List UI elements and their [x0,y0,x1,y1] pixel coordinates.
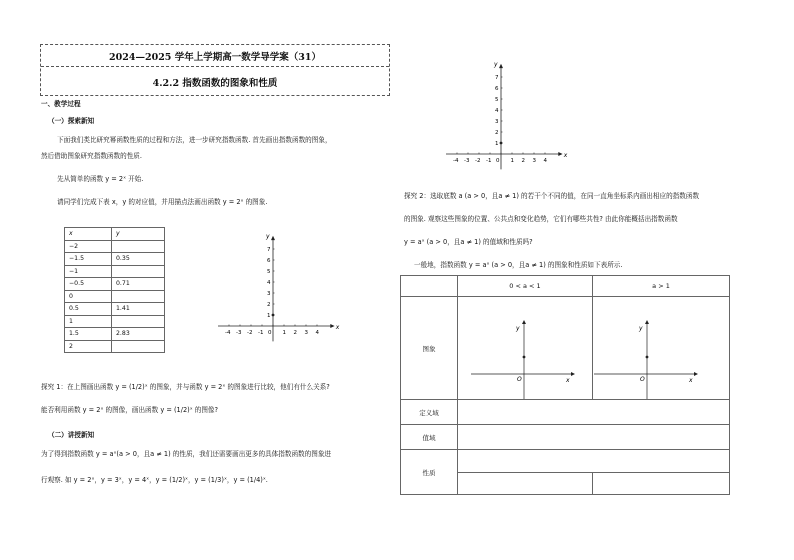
y-axis-arrow [271,236,275,240]
x-tick-label: 1 [282,330,286,336]
x-tick-label: 2 [521,158,525,164]
x-axis-label: x [335,324,340,331]
table-cell [112,265,165,278]
row-label-range: 值域 [401,425,458,450]
subsection-heading: （二）讲授新知 [48,431,95,439]
table-row [65,315,165,328]
x-tick-label: -2 [475,158,481,164]
x-tick-label: 3 [532,158,536,164]
y-axis-label: y [494,60,498,68]
table-row [65,290,165,303]
table-header: y [112,228,165,241]
y-tick-label: 5 [495,97,499,103]
table-cell: 1.41 [112,303,165,316]
x-tick-label: -3 [236,330,242,336]
x-axis-label: x [563,152,568,159]
paragraph: 然后借助图象研究指数函数的性质. [41,152,143,160]
x-tick-label: 3 [304,330,308,336]
paragraph: 行观察. 如 y = 2ˣ，y = 3ˣ，y = 4ˣ，y = (1/2)ˣ，y = (1/3)ˣ，y = (1/4)ˣ. [41,476,268,484]
table-cell: −0.5 [65,278,112,291]
x-axis-arrow [330,324,334,328]
paragraph: 请同学们完成下表 x，y 的对应值，并用描点法画出函数 y = 2ˣ 的图象. [57,198,268,206]
section-heading: 一、教学过程 [41,100,81,108]
table-cell: 1.5 [65,328,112,341]
x-tick-label: 1 [510,158,514,164]
table-row [65,240,165,253]
table-cell: 1 [65,315,112,328]
table-row [65,340,165,353]
y-tick-label: 4 [267,280,271,286]
table-row [65,303,165,316]
table-row [65,328,165,341]
x-tick-label: 4 [543,158,547,164]
explore-1: 探究 1：在上图画出函数 y = (1/2)ˣ 的图象，并与函数 y = 2ˣ 的图象进行比较，他们有什么关系? [41,383,330,391]
table-cell: 2 [65,340,112,353]
paragraph: 为了得到指数函数 y = aˣ(a > 0，且a ≠ 1) 的性质，我们还需要画出更多的具体指数函数的图象进 [41,450,332,458]
table-cell [112,340,165,353]
x-tick-label: -1 [258,330,264,336]
range-cell [458,425,730,450]
table-cell: −1.5 [65,253,112,266]
small-axes-1 [458,297,592,399]
graph-cell-a-lt-1 [458,297,593,400]
table-cell: 2.83 [112,328,165,341]
properties-table [400,275,730,495]
header-box [40,44,390,96]
table-cell: 0.5 [65,303,112,316]
paragraph: 下面我们类比研究幂函数性质的过程和方法，进一步研究指数函数. 首先画出指数函数的图象， [57,136,332,144]
col-header-a-gt-1: a > 1 [593,276,730,297]
table-cell [112,315,165,328]
explore-2: 探究 2：选取底数 a (a > 0，且a ≠ 1) 的若干个不同的值，在同一直角坐标系内画出相应的指数函数 [404,192,700,200]
subsection-heading: （一）探索新知 [48,117,95,125]
x-tick-label: 0 [268,330,272,336]
explore-2-cont: 的图象. 观察这些图象的位置、公共点和变化趋势，它们有哪些共性? 由此你能概括出指数函数 [404,215,678,223]
table-cell [112,240,165,253]
table-cell: −2 [65,240,112,253]
point-0-1 [523,356,526,359]
table-cell: 0 [65,290,112,303]
y-tick-label: 1 [495,141,499,147]
x-tick-label: -4 [453,158,459,164]
point-0-1 [646,356,649,359]
x-tick-label: 2 [293,330,297,336]
y-tick-label: 3 [495,119,499,125]
y-tick-label: 3 [267,291,271,297]
y-tick-label: 2 [495,130,499,136]
small-axes-2 [593,297,729,399]
y-axis-arrow [499,64,503,68]
x-axis-arrow [558,152,562,156]
graph-cell-a-gt-1 [593,297,730,400]
value-table [64,227,165,353]
paragraph: 一般地，指数函数 y = aˣ (a > 0，且a ≠ 1) 的图象和性质如下表所示. [414,261,623,269]
table-cell: 0.35 [112,253,165,266]
x-tick-label: 4 [315,330,319,336]
explore-1-cont: 能否利用函数 y = 2ˣ 的图像，画出函数 y = (1/2)ˣ 的图像? [41,406,219,414]
doc-subtitle: 4.2.2 指数函数的图象和性质 [152,78,278,89]
x-axis-label: x [689,377,693,384]
table-row [65,253,165,266]
x-tick-label: -4 [225,330,231,336]
y-tick-label: 7 [267,247,271,253]
x-tick-label: 0 [496,158,500,164]
y-tick-label: 6 [495,86,499,92]
y-axis-arrow [522,320,526,324]
header-divider [41,66,389,67]
y-tick-label: 2 [267,302,271,308]
coordinate-plane-left [190,222,360,347]
properties-cell-2 [458,473,593,495]
x-axis-label: x [566,377,570,384]
origin-label: O [640,376,645,383]
point-0-1 [272,314,275,317]
table-cell [112,290,165,303]
table-cell: 0.71 [112,278,165,291]
table-cell: −1 [65,265,112,278]
y-tick-label: 6 [267,258,271,264]
table-header: x [65,228,112,241]
y-axis-arrow [645,320,649,324]
paragraph: 先从简单的函数 y = 2ˣ 开始. [57,175,144,183]
coordinate-plane-right [428,50,598,175]
y-tick-label: 5 [267,269,271,275]
y-tick-label: 7 [495,75,499,81]
domain-cell [458,400,730,425]
row-label-graph: 图象 [401,297,458,400]
properties-cell-3 [593,473,730,495]
row-label-domain: 定义域 [401,400,458,425]
y-axis-label: y [266,232,270,240]
y-tick-label: 1 [267,313,271,319]
x-tick-label: -3 [464,158,470,164]
y-axis-label: y [516,325,520,332]
y-axis-label: y [639,325,643,332]
x-tick-label: -2 [247,330,253,336]
x-axis-arrow [571,372,575,376]
x-tick-label: -1 [486,158,492,164]
col-header-a-lt-1: 0 < a < 1 [458,276,593,297]
row-label-properties: 性质 [401,450,458,495]
x-axis-arrow [694,372,698,376]
table-row [65,278,165,291]
y-tick-label: 4 [495,108,499,114]
table-row [65,265,165,278]
origin-label: O [517,376,522,383]
explore-2-cont2: y = aˣ (a > 0，且a ≠ 1) 的值域和性质吗? [404,238,533,246]
point-0-1 [500,142,503,145]
properties-cell-1 [458,450,730,473]
doc-title: 2024—2025 学年上学期高一数学导学案（31） [109,52,321,63]
